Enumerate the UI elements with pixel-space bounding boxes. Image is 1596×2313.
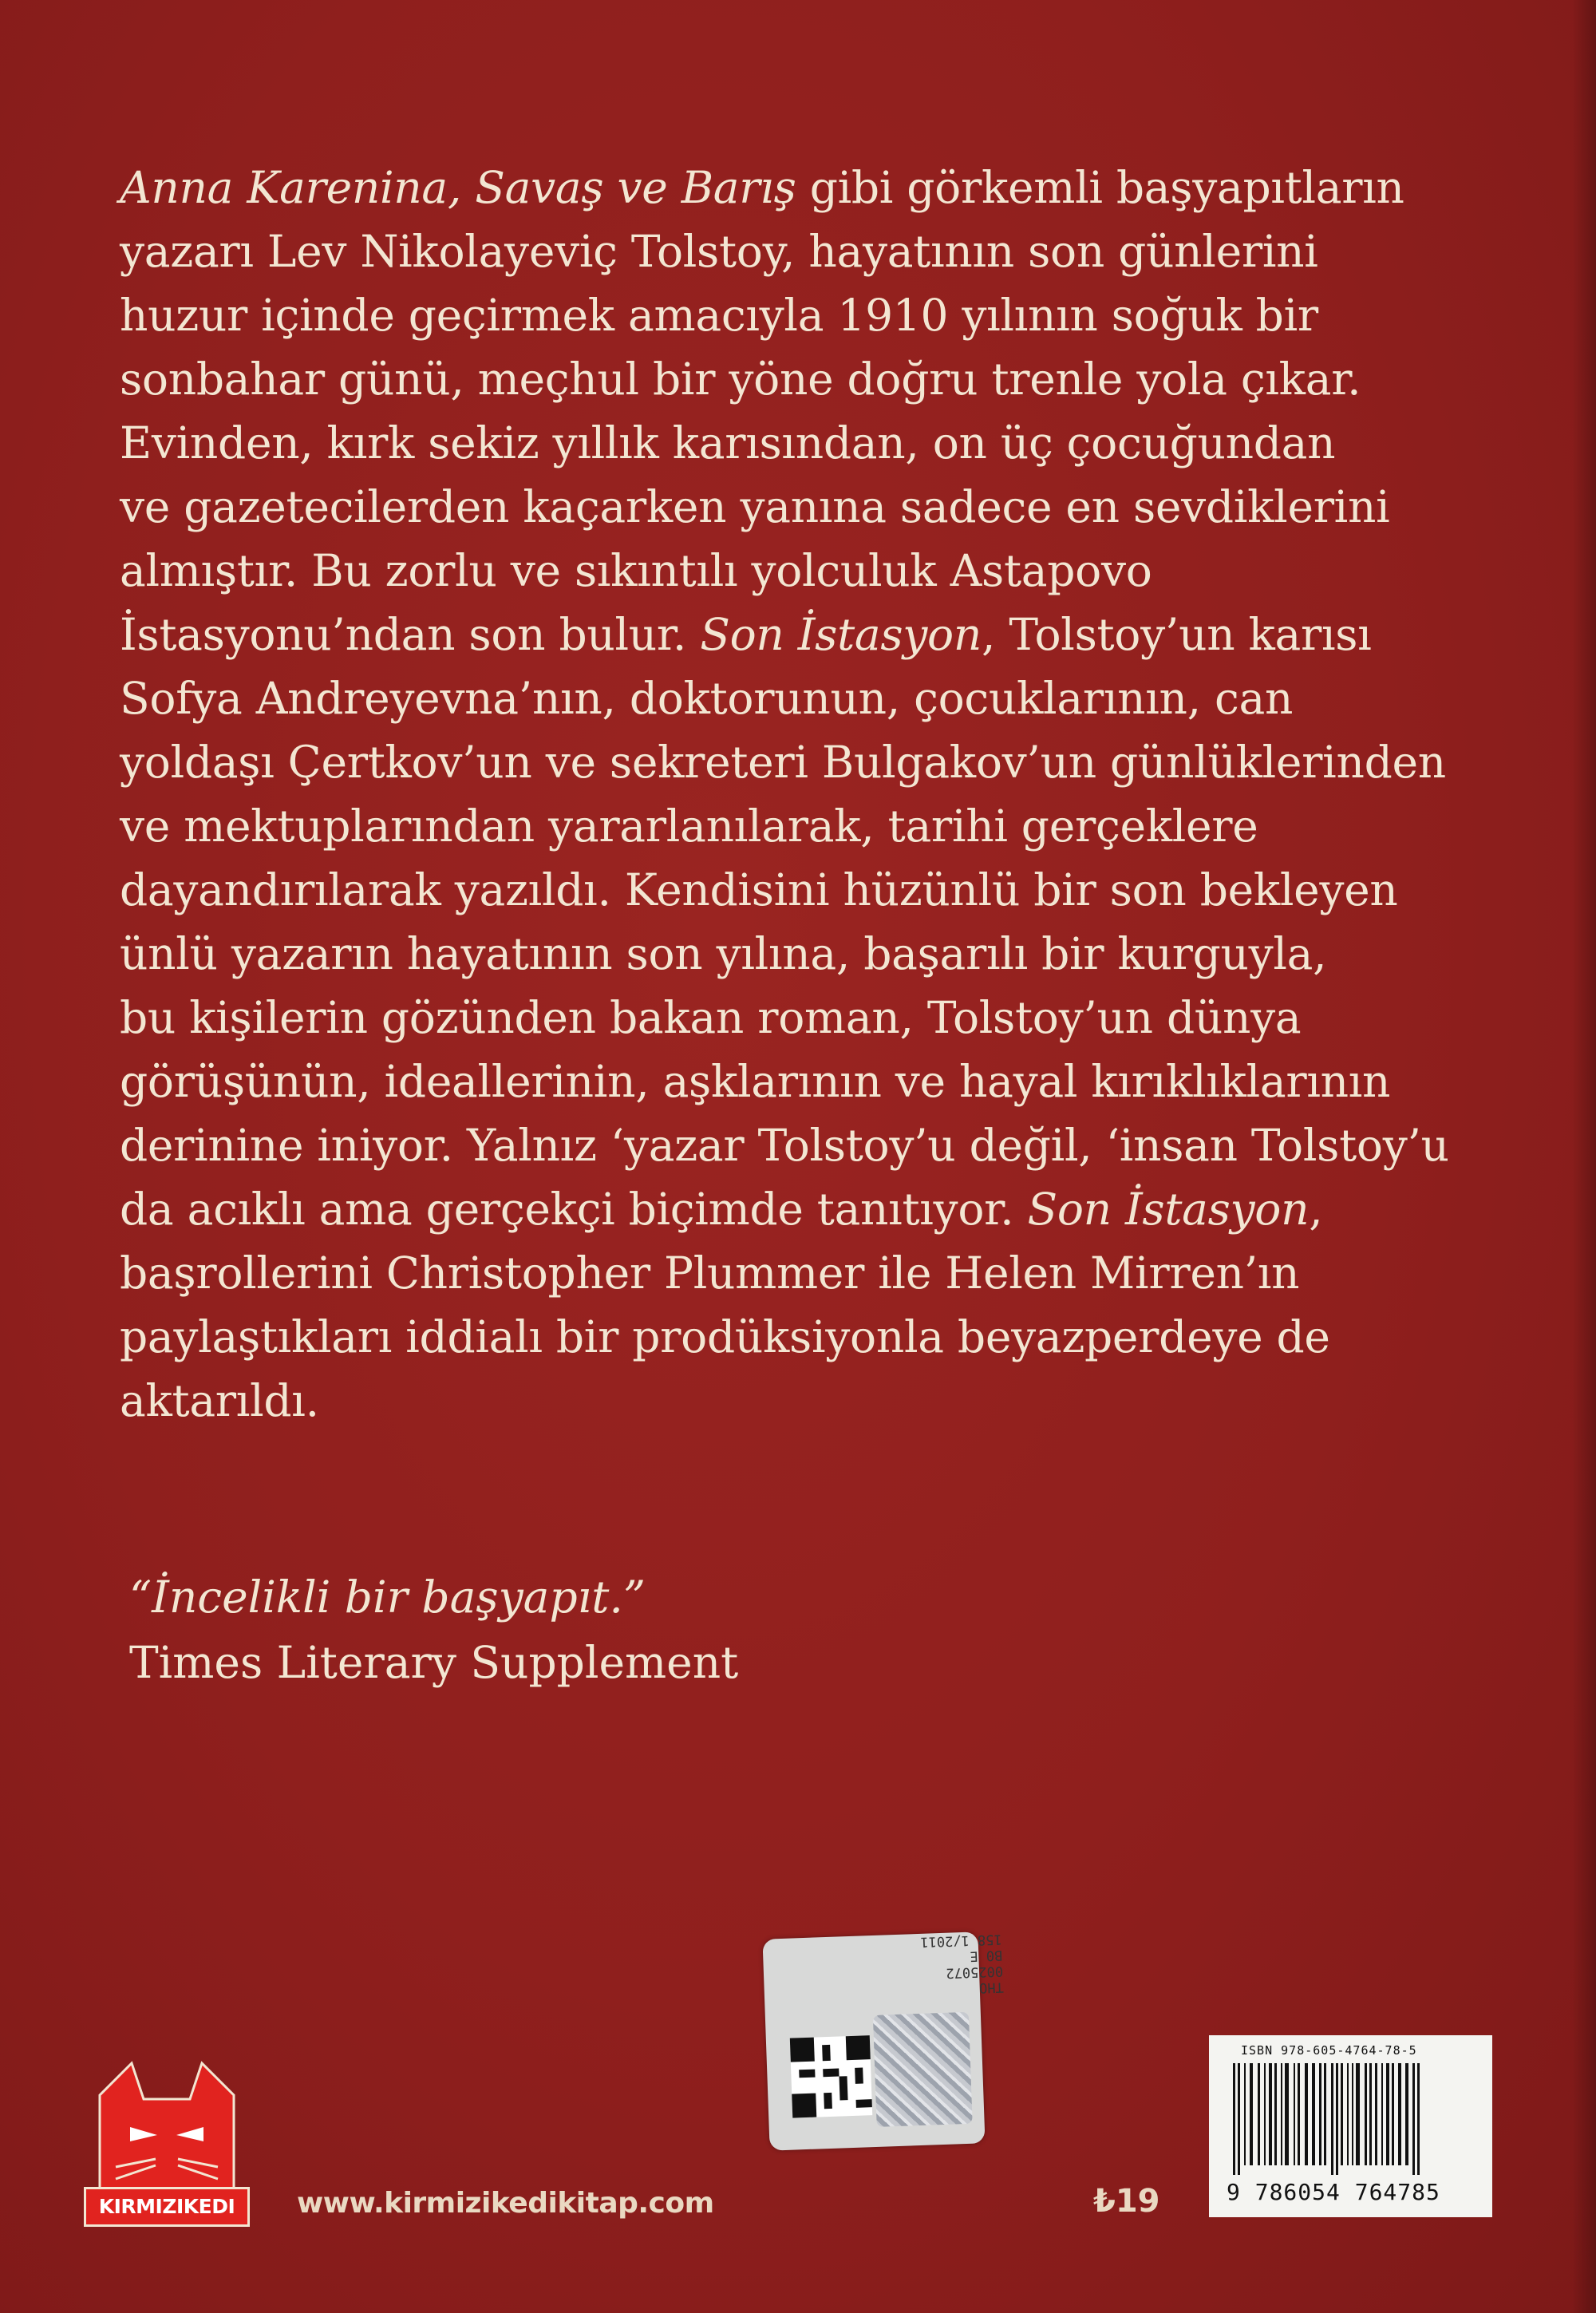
blurb-segment: görüşünün, ideallerinin, aşklarının ve hayal kırıklıklarının xyxy=(120,1056,1391,1107)
blurb-text xyxy=(120,156,1468,1433)
blurb-line xyxy=(120,283,1468,347)
barcode-bar xyxy=(1244,2063,1246,2165)
barcode-bar xyxy=(1386,2063,1389,2165)
blurb-segment: Sofya Andreyevna’nın, doktorunun, çocuklarının, can xyxy=(120,673,1294,724)
barcode-bar xyxy=(1405,2063,1408,2165)
blurb-italic-title: Anna Karenina, Savaş ve Barış xyxy=(120,162,796,213)
blurb-segment: ünlü yazarın hayatının son yılına, başarılı bir kurguyla, xyxy=(120,928,1327,979)
publisher-logo xyxy=(84,2063,250,2227)
barcode-bar xyxy=(1336,2063,1338,2175)
blurb-segment: derinine iniyor. Yalnız ‘yazar Tolstoy’u değil, ‘insan Tolstoy’u xyxy=(120,1120,1449,1171)
isbn-label: ISBN 978-605-4764-78-5 xyxy=(1241,2043,1417,2058)
qr-code-icon xyxy=(790,2035,872,2117)
blurb-segment: , Tolstoy’un karısı xyxy=(982,609,1372,660)
blurb-line xyxy=(120,475,1468,539)
blurb-segment: almıştır. Bu zorlu ve sıkıntılı yolculuk Astapovo xyxy=(120,545,1152,596)
barcode-bar xyxy=(1369,2063,1372,2165)
barcode-bar xyxy=(1324,2063,1326,2165)
blurb-segment: huzur içinde geçirmek amacıyla 1910 yılının soğuk bir xyxy=(120,290,1318,341)
barcode-bar xyxy=(1312,2063,1315,2165)
isbn-digits: 9 786054 764785 xyxy=(1227,2179,1440,2205)
blurb-segment: başrollerini Christopher Plummer ile Helen Mirren’ın xyxy=(120,1247,1300,1299)
blurb-line xyxy=(120,986,1468,1050)
blurb-segment: dayandırılarak yazıldı. Kendisini hüzünlü bir son bekleyen xyxy=(120,864,1398,915)
barcode-bar xyxy=(1331,2063,1333,2175)
isbn-barcode xyxy=(1209,2035,1492,2217)
barcode-bar xyxy=(1281,2063,1282,2165)
barcode-bar xyxy=(1269,2063,1272,2165)
barcode-bar xyxy=(1264,2063,1266,2165)
barcode-bar xyxy=(1365,2063,1367,2165)
blurb-line xyxy=(120,858,1468,922)
blurb-segment: yazarı Lev Nikolayeviç Tolstoy, hayatının son günlerini xyxy=(120,226,1318,277)
blurb-line xyxy=(120,156,1468,219)
blurb-segment: İstasyonu’ndan son bulur. xyxy=(120,609,701,660)
blurb-line xyxy=(120,219,1468,283)
blurb-italic-title: Son İstasyon xyxy=(1027,1184,1310,1235)
blurb-line xyxy=(120,411,1468,475)
blurb-line xyxy=(120,666,1468,730)
blurb-line xyxy=(120,730,1468,794)
blurb-line xyxy=(120,1177,1468,1241)
blurb-line xyxy=(120,1369,1468,1433)
blurb-line xyxy=(120,1305,1468,1369)
blurb-segment: sonbahar günü, meçhul bir yöne doğru trenle yola çıkar. xyxy=(120,354,1361,405)
barcode-bar xyxy=(1417,2063,1420,2175)
barcode-bar xyxy=(1294,2063,1295,2165)
barcode-bar xyxy=(1233,2063,1235,2175)
barcode-bar xyxy=(1305,2063,1308,2165)
blurb-line xyxy=(120,1241,1468,1305)
blurb-line xyxy=(120,539,1468,603)
blurb-segment: ve mektuplarından yararlanılarak, tarihi gerçeklere xyxy=(120,801,1258,852)
blurb-segment: ve gazetecilerden kaçarken yanına sadece en sevdiklerini xyxy=(120,481,1390,532)
barcode-bar xyxy=(1258,2063,1260,2165)
barcode-bar xyxy=(1352,2063,1353,2165)
barcode-bar xyxy=(1319,2063,1321,2165)
barcode-bar xyxy=(1381,2063,1383,2165)
blurb-line xyxy=(120,1113,1468,1177)
barcode-bar xyxy=(1341,2063,1343,2165)
blurb-segment: aktarıldı. xyxy=(120,1375,319,1426)
blurb-italic-title: Son İstasyon xyxy=(700,609,982,660)
barcode-bar xyxy=(1392,2063,1394,2165)
price-label: ₺19 xyxy=(1093,2183,1160,2220)
barcode-bar xyxy=(1250,2063,1253,2165)
quote-source: Times Literary Supplement xyxy=(129,1637,739,1688)
barcode-bar xyxy=(1285,2063,1289,2165)
blurb-segment: gibi görkemli başyapıtların xyxy=(796,162,1404,213)
barcode-bars xyxy=(1233,2063,1468,2175)
quote-text: “İncelikli bir başyapıt.” xyxy=(129,1572,646,1623)
blurb-segment: , xyxy=(1309,1184,1323,1235)
barcode-bar xyxy=(1398,2063,1401,2165)
blurb-line xyxy=(120,603,1468,666)
barcode-bar xyxy=(1375,2063,1377,2165)
barcode-bar xyxy=(1356,2063,1360,2165)
publisher-website: www.kirmizikedikitap.com xyxy=(297,2187,714,2220)
blurb-line xyxy=(120,922,1468,986)
blurb-segment: yoldaşı Çertkov’un ve sekreteri Bulgakov’un günlüklerinden xyxy=(120,737,1446,788)
blurb-segment: da acıklı ama gerçekçi biçimde tanıtıyor. xyxy=(120,1184,1028,1235)
barcode-bar xyxy=(1298,2063,1300,2165)
barcode-bar xyxy=(1238,2063,1240,2175)
blurb-line xyxy=(120,347,1468,411)
barcode-bar xyxy=(1347,2063,1349,2165)
hologram-seal xyxy=(873,2012,973,2127)
blurb-line xyxy=(120,794,1468,858)
cover-edge-shadow xyxy=(1572,0,1596,2313)
blurb-segment: paylaştıkları iddialı bir prodüksiyonla beyazperdeye de xyxy=(120,1311,1330,1362)
red-cat-icon xyxy=(84,2063,250,2191)
review-quote xyxy=(129,1564,738,1695)
blurb-line xyxy=(120,1050,1468,1113)
blurb-segment: bu kişilerin gözünden bakan roman, Tolstoy’un dünya xyxy=(120,992,1302,1043)
publisher-logo-label: KIRMIZIKEDI xyxy=(84,2187,250,2227)
store-sticker xyxy=(762,1931,1005,2150)
barcode-bar xyxy=(1412,2063,1415,2175)
barcode-bar xyxy=(1274,2063,1277,2165)
sticker-text: THO 0025072 B0 E 158 1/2011 xyxy=(919,1931,1005,1996)
blurb-segment: Evinden, kırk sekiz yıllık karısından, on üç çocuğundan xyxy=(120,417,1336,469)
